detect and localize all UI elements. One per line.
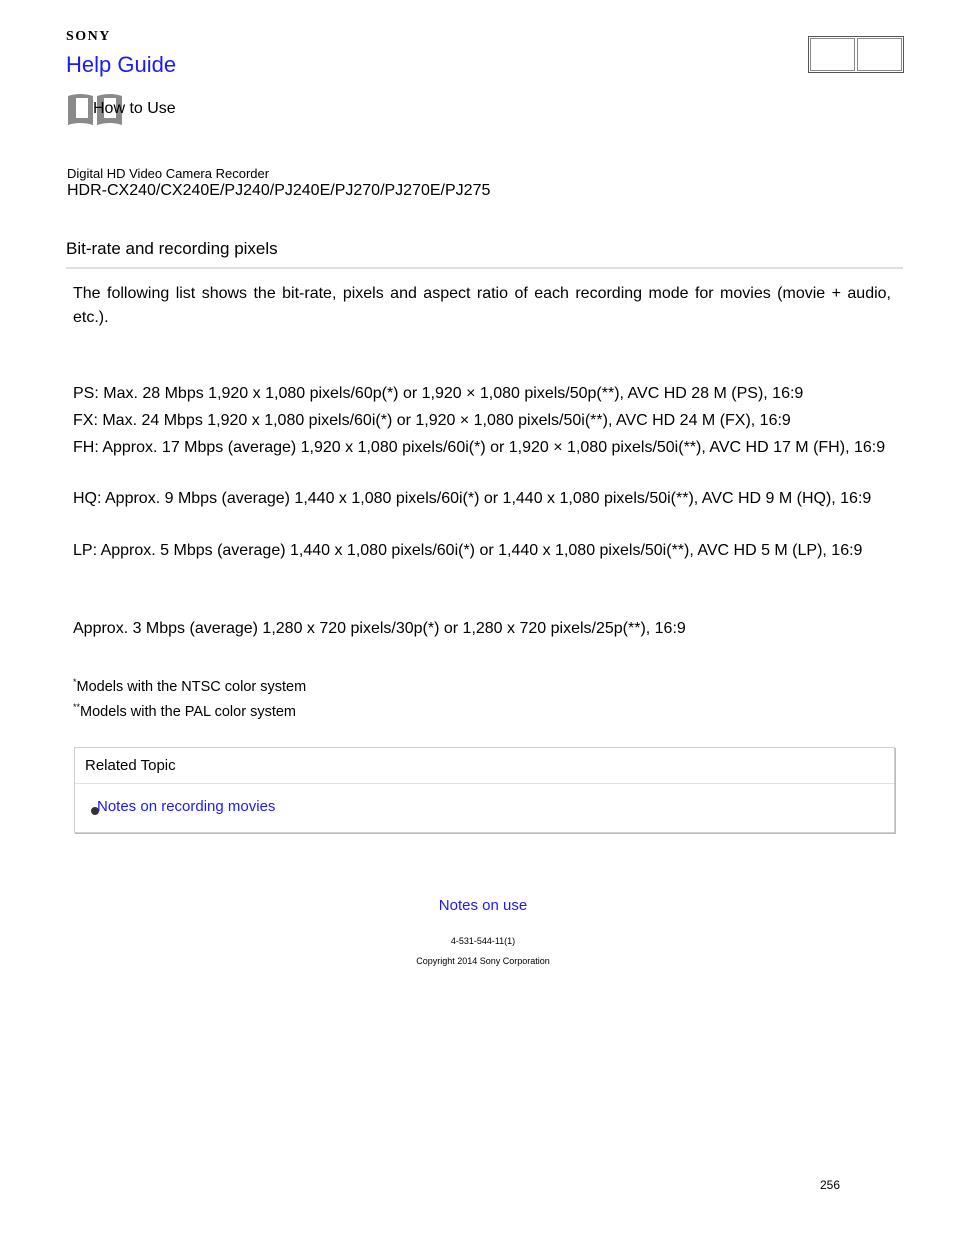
mode-hq: HQ: Approx. 9 Mbps (average) 1,440 x 1,080 pixels/60i(*) or 1,440 x 1,080 pixels/50i(**), AVC HD 9 M (HQ), 16:9 — [73, 490, 872, 507]
top-button-group — [808, 36, 904, 73]
footnote-mark: ** — [73, 702, 81, 712]
product-models: HDR-CX240/CX240E/PJ240/PJ240E/PJ270/PJ270E/PJ275 — [67, 182, 491, 199]
mode-ps: PS: Max. 28 Mbps 1,920 x 1,080 pixels/60p(*) or 1,920 × 1,080 pixels/50p(**), AVC HD 28 M (PS), 16:9 — [73, 385, 804, 402]
notes-on-recording-movies-link[interactable]: Notes on recording movies — [97, 798, 276, 815]
intro-paragraph: The following list shows the bit-rate, pixels and aspect ratio of each recording mode for movies (movie + audio, etc.). — [73, 285, 891, 326]
footnote-ntsc — [73, 677, 306, 695]
top-button-left[interactable] — [810, 38, 855, 71]
footnote-text: Models with the NTSC color system — [76, 679, 307, 695]
product-subtitle: Digital HD Video Camera Recorder — [67, 166, 270, 181]
sony-logo: SONY — [66, 29, 111, 44]
footnote-pal — [73, 702, 296, 720]
mode-fh: FH: Approx. 17 Mbps (average) 1,920 x 1,080 pixels/60i(*) or 1,920 × 1,080 pixels/50i(**), AVC HD 17 M (FH), 16:9 — [73, 439, 886, 456]
help-guide-link[interactable]: Help Guide — [66, 52, 177, 77]
related-topic-box — [74, 747, 895, 833]
footnote-mark: * — [73, 677, 77, 687]
notes-on-use-link[interactable]: Notes on use — [438, 897, 528, 914]
related-topic-header — [75, 748, 894, 784]
how-to-use-label[interactable]: How to Use — [93, 100, 176, 117]
page-number: 256 — [820, 1178, 841, 1192]
mode-mp4: Approx. 3 Mbps (average) 1,280 x 720 pixels/30p(*) or 1,280 x 720 pixels/25p(**), 16:9 — [73, 620, 686, 637]
related-topic-heading: Related Topic — [85, 757, 176, 774]
page-title: Bit-rate and recording pixels — [66, 239, 278, 258]
copyright: Copyright 2014 Sony Corporation — [416, 956, 550, 966]
footnote-text: Models with the PAL color system — [80, 704, 296, 720]
related-topic-item — [91, 798, 276, 815]
top-button-right[interactable] — [857, 38, 902, 71]
document-code: 4-531-544-11(1) — [450, 936, 516, 946]
title-divider — [66, 267, 903, 269]
mode-fx: FX: Max. 24 Mbps 1,920 x 1,080 pixels/60i(*) or 1,920 × 1,080 pixels/50i(**), AVC HD 24 M (FX), 16:9 — [73, 412, 791, 429]
mode-lp: LP: Approx. 5 Mbps (average) 1,440 x 1,080 pixels/60i(*) or 1,440 x 1,080 pixels/50i(**), AVC HD 5 M (LP), 16:9 — [73, 542, 863, 559]
